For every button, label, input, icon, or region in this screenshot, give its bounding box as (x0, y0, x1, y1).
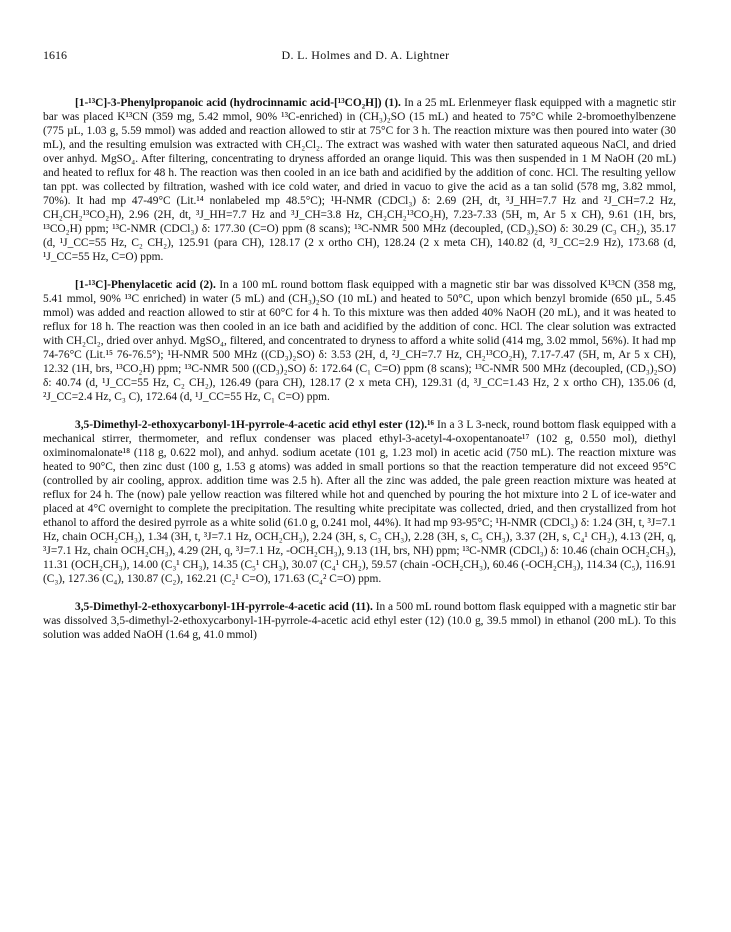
compound-title: [1-¹³C]-3-Phenylpropanoic acid (hydrocinnamic acid-[¹³CO₂H]) (1). (75, 97, 401, 109)
paragraph-compound-12 (43, 418, 676, 586)
page-number: 1616 (43, 48, 67, 62)
paragraph-compound-11 (43, 600, 676, 642)
compound-title: [1-¹³C]-Phenylacetic acid (2). (75, 279, 216, 291)
paragraph-compound-2 (43, 278, 676, 404)
paragraph-text: In a 3 L 3-neck, round bottom flask equipped with a mechanical stirrer, thermometer, and reflux condenser was placed ethyl-3-acetyl-4-oxopentanoate¹⁷ (102 g, 0.550 mol), diethyl oximinomalonate¹⁸ (118 g, 0.622 mol), and anhyd. sodium acetate (101 g, 1.23 mol) in acetic acid (750 mL). The reaction mixture was heated to 90°C, then zinc dust (100 g, 1.53 g atoms) was added in small portions so that the reaction temperature did not exceed 95°C (controlled by air cooling, approx. addition time was 2.5 h). After all the zinc was added, the pale green reaction mixture was heated at reflux for 24 h. The (now) pale yellow reaction was filtered while hot and quenched by pouring the hot mixture into 2 L of ice-water and placed at 4°C overnight to complete the precipitation. The resulting white precipitate was collected, dried, and then crystallized from hot ethanol to afford the desired pyrrole as a white solid (61.0 g, 0.241 mol, 44%). It had mp 93-95°C; ¹H-NMR (CDCl₃) δ: 1.24 (3H, t, ³J=7.1 Hz, chain OCH₂CH₃), 1.34 (3H, t, ³J=7.1 Hz, OCH₂CH₃), 2.24 (3H, s, C₃ CH₃), 2.28 (3H, s, C₅ CH₃), 3.37 (2H, s, C₄¹ CH₂), 4.13 (2H, q, ³J=7.1 Hz, chain OCH₂CH₃), 4.29 (2H, q, ³J=7.1 Hz, -OCH₂CH₃), 9.13 (1H, brs, NH) ppm; ¹³C-NMR (CDCl₃) δ: 10.46 (chain OCH₂CH₃), 11.31 (OCH₂CH₃), 14.00 (C₃¹ CH₃), 14.35 (C₅¹ CH₃), 30.07 (C₄¹ CH₂), 59.57 (chain -OCH₂CH₃), 60.46 (-OCH₂CH₃), 114.34 (C₅), 116.91 (C₃), 127.36 (C₄), 130.87 (C₂), 162.21 (C₂¹ C=O), 171.63 (C₄² C=O) ppm. (43, 419, 676, 585)
article-body (43, 96, 676, 656)
paragraph-text: In a 500 mL round bottom flask equipped with a magnetic stir bar was dissolved 3,5-dimethyl-2-ethoxycarbonyl-1H-pyrrole-4-acetic acid ethyl ester (12) (10.0 g, 39.5 mmol) in ethanol (200 mL). To this solution was added NaOH (1.64 g, 41.0 mmol) (43, 601, 676, 641)
compound-title: 3,5-Dimethyl-2-ethoxycarbonyl-1H-pyrrole-4-acetic acid ethyl ester (12).¹⁶ (75, 419, 434, 431)
page-header (43, 48, 688, 64)
running-title: D. L. Holmes and D. A. Lightner (281, 48, 450, 62)
paragraph-text: In a 25 mL Erlenmeyer flask equipped with a magnetic stir bar was placed K¹³CN (359 mg, 5.42 mmol, 90% ¹³C-enriched) in (CH₃)₂SO (15 mL) and heated to 75°C while 2-bromoethylbenzene (775 µL, 1.03 g, 5.59 mmol) was added and reaction allowed to stir at 75°C for 3 h. The reaction mixture was then poured into water (30 mL), and the resulting emulsion was extracted with CH₂Cl₂. The extract was washed with water then saturated aqueous NaCl, and dried over anhyd. MgSO₄. After filtering, concentrating to dryness afforded an orange liquid. This was then suspended in 1 M NaOH (20 mL) and heated to reflux for 48 h. The reaction was then cooled in an ice bath and acidified by the addition of conc. HCl. The resulting yellow tan ppt. was collected by filtration, washed with ice cold water, and dried in vacuo to give the acid as a tan solid (578 mg, 3.82 mmol, 70%). It had mp 47-49°C (Lit.¹⁴ nonlabeled mp 48.5°C); ¹H-NMR (CDCl₃) δ: 2.69 (2H, dt, ³J_HH=7.7 Hz and ²J_CH=7.2 Hz, CH₂CH₂¹³CO₂H), 2.96 (2H, dt, ³J_HH=7.7 Hz and ³J_CH=3.8 Hz, CH₂CH₂¹³CO₂H), 7.23-7.33 (5H, m, Ar 5 x CH), 9.61 (1H, brs, ¹³CO₂H) ppm; ¹³C-NMR (CDCl₃) δ: 177.30 (C=O) ppm (8 scans); ¹³C-NMR 500 MHz (decoupled, (CD₃)₂SO) δ: 30.29 (C₃ CH₂), 35.17 (d, ¹J_CC=55 Hz, C₂ CH₂), 125.91 (para CH), 128.17 (2 x ortho CH), 128.24 (2 x meta CH), 140.82 (d, ³J_CC=2.9 Hz), 173.68 (d, ¹J_CC=55 Hz, C=O) ppm. (43, 97, 676, 263)
paragraph-compound-1 (43, 96, 676, 264)
compound-title: 3,5-Dimethyl-2-ethoxycarbonyl-1H-pyrrole-4-acetic acid (11). (75, 601, 373, 613)
paragraph-text: In a 100 mL round bottom flask equipped with a magnetic stir bar was dissolved K¹³CN (358 mg, 5.41 mmol, 90% ¹³C enriched) in water (5 mL) and (CH₃)₂SO (10 mL) and heated to 50°C, upon which benzyl bromide (650 µL, 5.45 mmol) was added and reaction allowed to stir at 60°C for 4 h. To this mixture was then added 40% NaOH (20 mL), and it was heated to reflux for 18 h. The reaction was then cooled in an ice bath and acidified by the addition of conc. HCl. The clear solution was extracted with CH₂Cl₂, dried over anhyd. MgSO₄, filtered, and concentrated to dryness to afford a white solid (414 mg, 3.02 mmol, 56%). It had mp 74-76°C (Lit.¹⁵ 76-76.5°); ¹H-NMR 500 MHz ((CD₃)₂SO) δ: 3.53 (2H, d, ²J_CH=7.7 Hz, CH₂¹³CO₂H), 7.17-7.47 (5H, m, Ar 5 x CH), 12.32 (1H, brs, ¹³CO₂H) ppm; ¹³C-NMR 500 ((CD₃)₂SO) δ: 172.64 (C₁ C=O) ppm (8 scans); ¹³C-NMR 500 MHz (decoupled, (CD₃)₂SO) δ: 40.74 (d, ¹J_CC=55 Hz, C₂ CH₂), 126.49 (para CH), 128.17 (2 x meta CH), 129.31 (d, ³J_CC=1.43 Hz, 2 x ortho CH), 135.06 (d, ²J_CC=2.4 Hz, C₃ C), 172.64 (d, ¹J_CC=55 Hz, C₁ C=O) ppm. (43, 279, 676, 403)
